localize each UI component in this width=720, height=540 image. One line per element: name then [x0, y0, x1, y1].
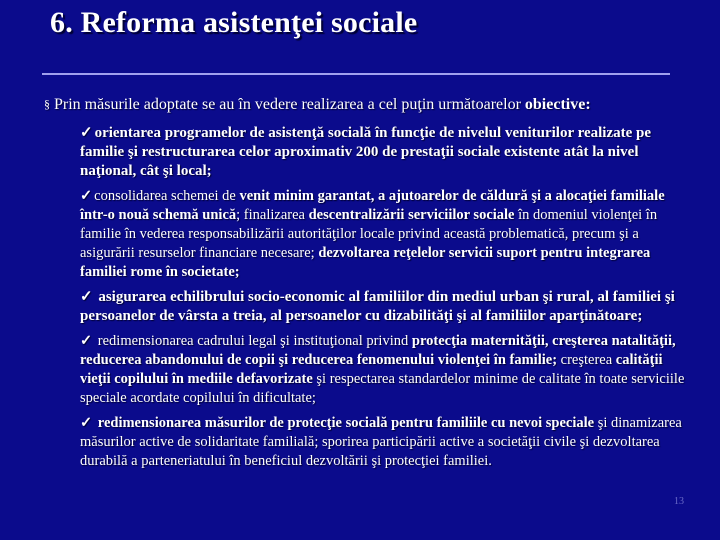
checkmark-icon: ✓ — [80, 333, 93, 349]
intro-bold-text: obiective: — [524, 96, 591, 113]
objectives-list — [80, 124, 686, 477]
regular-text: redimensionarea cadrului legal şi instituţional privind — [94, 333, 412, 349]
list-item — [80, 187, 686, 282]
regular-text: şi respectarea standardelor minime de calitate în toate serviciile speciale acordate copilului în dificultate; — [80, 371, 685, 406]
bold-text: calităţii vieţii copilului în mediile defavorizate — [80, 352, 663, 387]
checkmark-icon: ✓ — [80, 125, 93, 141]
slide-title: 6. Reforma asistenţei sociale — [50, 6, 418, 39]
list-item — [80, 414, 686, 471]
checkmark-icon: ✓ — [80, 188, 93, 204]
section-bullet-icon: § — [44, 97, 50, 111]
regular-text: şi dinamizarea măsurilor active de solidaritate familială; sporirea participării active a societăţii civile şi dezvoltarea durabilă a parteneriatului în beneficiul dezvoltării şi protecţiei familiei. — [80, 415, 682, 469]
regular-text: creşterea — [557, 352, 616, 368]
bold-text: asigurarea echilibrului socio-economic al familiilor din mediul urban şi rural, al familiei şi persoanelor de vârsta a treia, al persoanelor cu dizabilităţi şi al familiilor aparţinătoare; — [80, 289, 675, 324]
intro-text: Prin măsurile adoptate se au în vedere realizarea a cel puţin următoarelor — [54, 96, 525, 113]
bold-text: orientarea programelor de asistenţă socială în funcţie de nivelul veniturilor realizate pe familie şi restructurarea celor aproximativ 200 de prestaţii sociale existente atât la nivel naţional, cât şi local; — [80, 125, 652, 179]
checkmark-icon: ✓ — [80, 415, 93, 431]
bold-text: venit minim garantat, a ajutoarelor de căldură şi a alocaţiei familiale într-o nouă schemă unică — [80, 188, 665, 223]
regular-text: în domeniul violenţei în familie în vederea responsabilizării autorităţilor locale privind această problematică, precum şi a asigurării resurselor financiare necesare; — [80, 207, 658, 261]
regular-text: ; finalizarea — [236, 207, 309, 223]
page-number: 13 — [674, 496, 684, 507]
bold-text: dezvoltarea reţelelor servicii suport pentru integrarea familiei rome în societate; — [80, 245, 651, 280]
bold-text: protecţia maternităţii, creşterea natalităţii, reducerea abandonului de copii şi reducerea fenomenului violenţei în familie; — [80, 333, 676, 368]
intro-paragraph — [44, 95, 704, 114]
list-item — [80, 124, 686, 181]
bold-text: redimensionarea măsurilor de protecţie socială pentru familiile cu nevoi speciale — [94, 415, 595, 431]
title-divider — [42, 73, 670, 75]
regular-text: consolidarea schemei de — [94, 188, 240, 204]
list-item — [80, 288, 686, 326]
checkmark-icon: ✓ — [80, 289, 93, 305]
bold-text: descentralizării serviciilor sociale — [308, 207, 515, 223]
list-item — [80, 332, 686, 408]
